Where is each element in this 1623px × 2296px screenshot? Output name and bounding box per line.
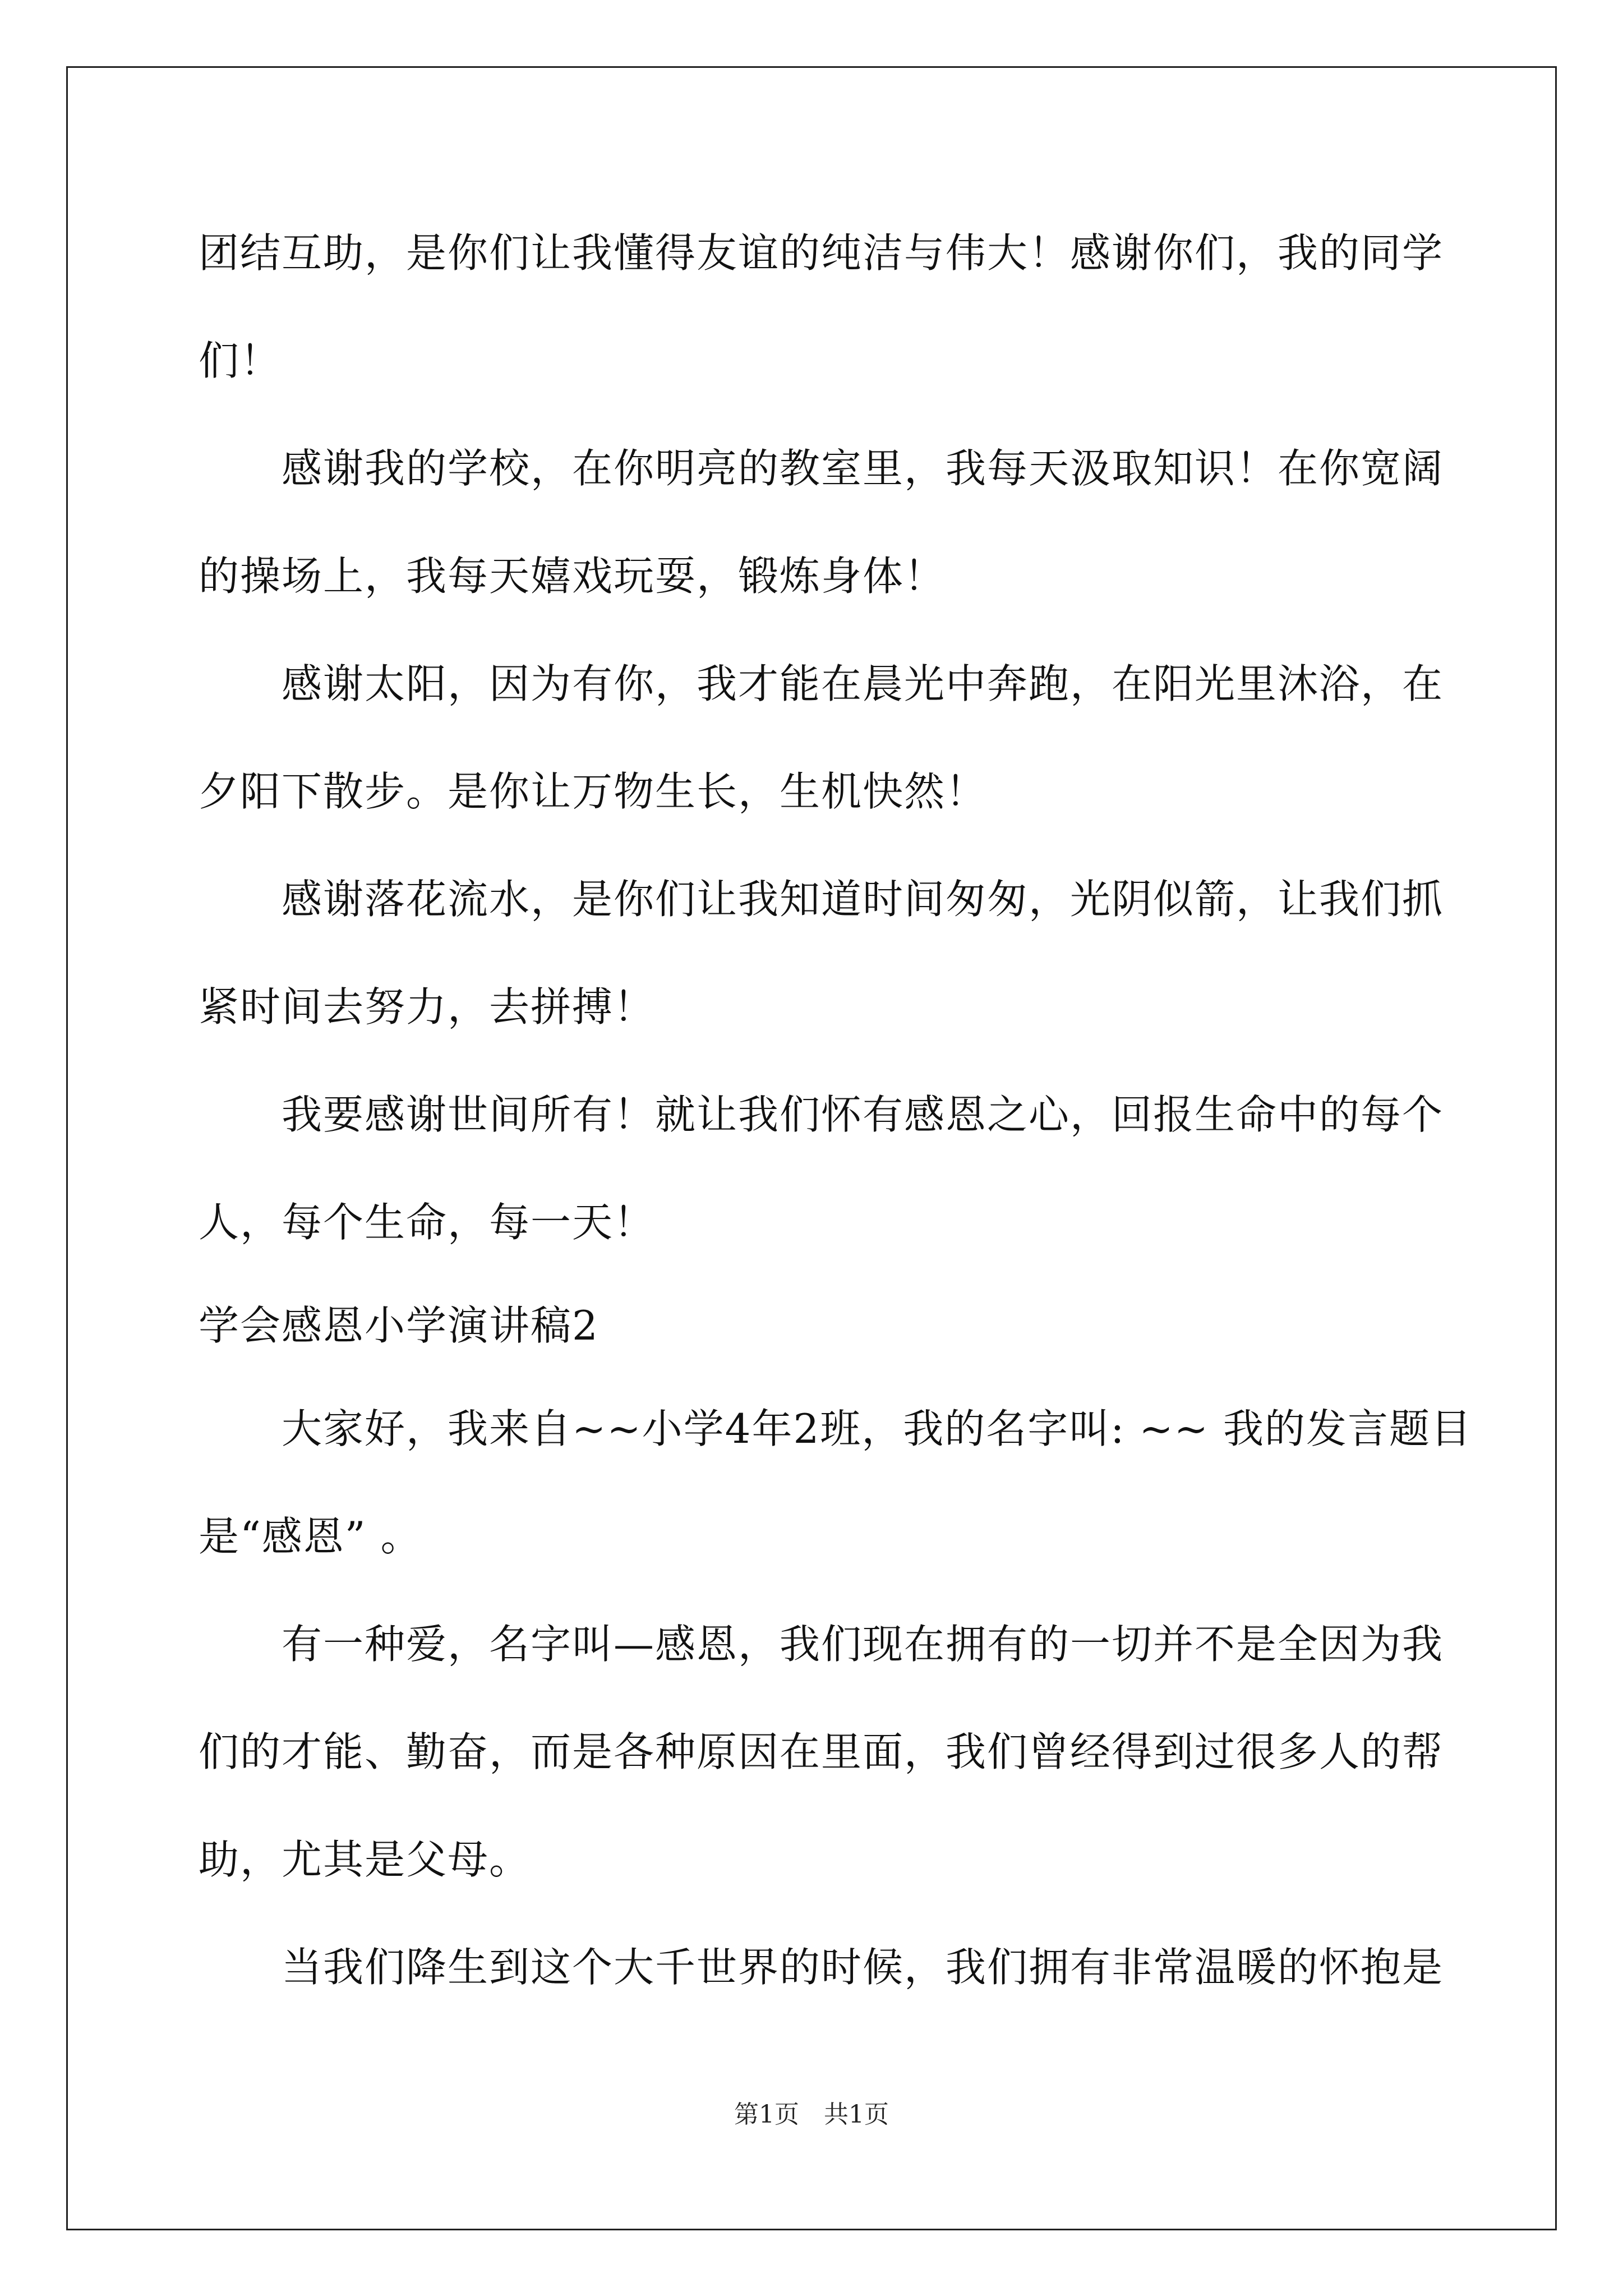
- text-line: 大家好，我来自~~小学4年2班，我的名字叫: ~~ 我的发言题目: [282, 1405, 1472, 1452]
- paragraph: [199, 1061, 1444, 1276]
- text-line: 有一种爱，名字叫—感恩，我们现在拥有的一切并不是全因为我: [282, 1621, 1444, 1668]
- text-line: 当我们降生到这个大千世界的时候，我们拥有非常温暖的怀抱是: [282, 1944, 1444, 1991]
- text-line: 人，每个生命，每一天！: [199, 1199, 656, 1246]
- text-line: 感谢落花流水，是你们让我知道时间匆匆，光阴似箭，让我们抓: [282, 876, 1444, 923]
- text-line: 感谢太阳，因为有你，我才能在晨光中奔跑，在阳光里沐浴，在: [282, 660, 1444, 707]
- text-line: 是“感恩” 。: [199, 1513, 422, 1560]
- page-footer: [0, 2098, 1623, 2132]
- text-line: 们的才能、勤奋，而是各种原因在里面，我们曾经得到过很多人的帮: [199, 1728, 1444, 1775]
- paragraph: [199, 199, 1444, 415]
- document-body: [199, 199, 1472, 2021]
- paragraph: [199, 415, 1444, 630]
- paragraph: [199, 1590, 1444, 1913]
- text-line: 夕阳下散步。是你让万物生长，生机快然！: [199, 768, 988, 815]
- page-number: 第1页 共1页: [734, 2100, 889, 2129]
- paragraph: [199, 1375, 1472, 1590]
- text-line: 的操场上，我每天嬉戏玩耍，锻炼身体！: [199, 553, 946, 600]
- section-title: 学会感恩小学演讲稿2: [199, 1302, 599, 1349]
- text-line: 感谢我的学校，在你明亮的教室里，我每天汲取知识！在你宽阔: [282, 445, 1444, 492]
- text-line: 助，尤其是父母。: [199, 1836, 531, 1883]
- text-line: 我要感谢世间所有！就让我们怀有感恩之心，回报生命中的每个: [282, 1091, 1444, 1138]
- text-line: 紧时间去努力，去拼搏！: [199, 983, 656, 1030]
- text-line: 团结互助，是你们让我懂得友谊的纯洁与伟大！感谢你们，我的同学: [199, 229, 1444, 277]
- paragraph: [199, 630, 1444, 845]
- text-line: 们！: [199, 337, 282, 384]
- paragraph: [199, 845, 1444, 1061]
- paragraph: [199, 1913, 1444, 2021]
